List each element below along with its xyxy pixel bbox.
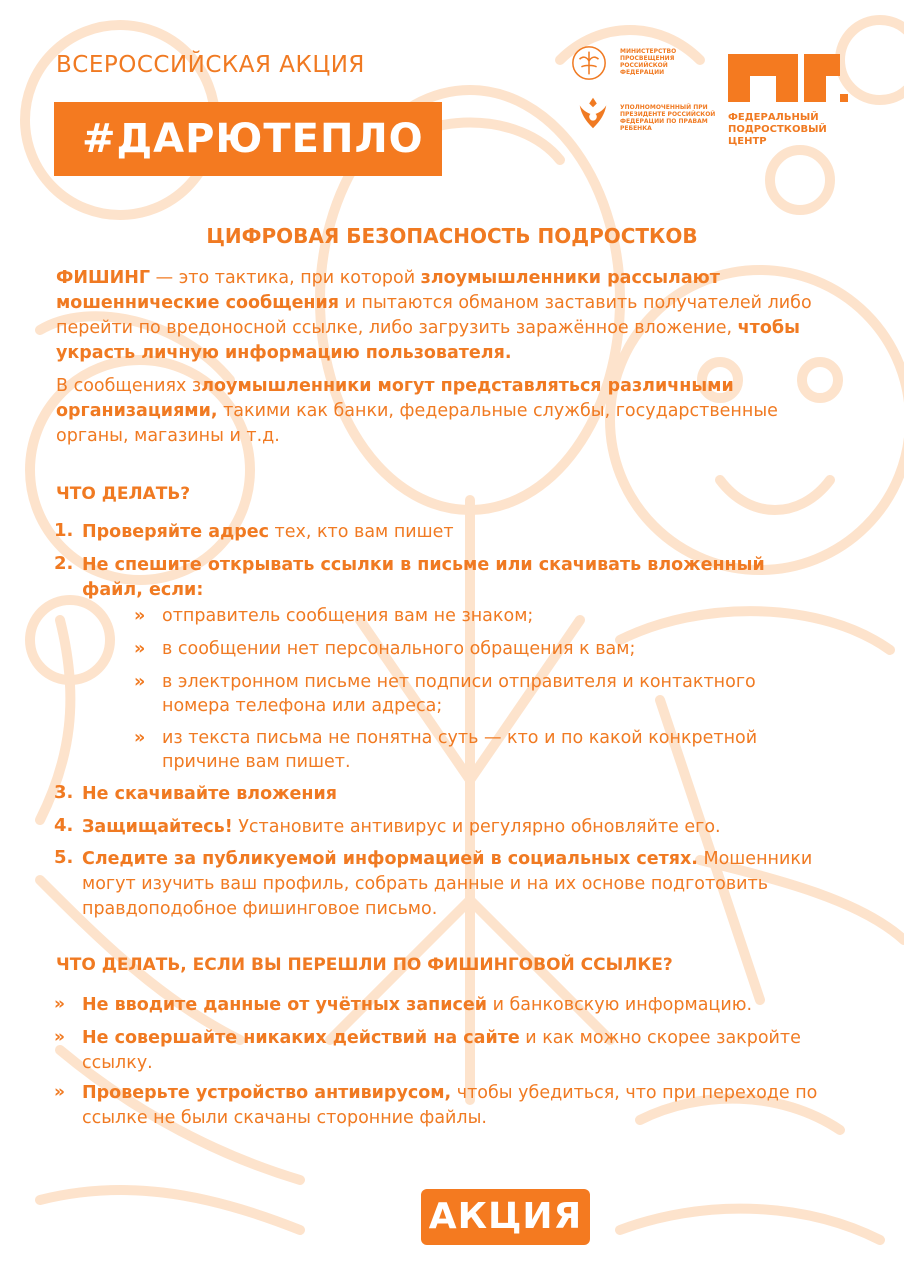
hashtag-banner: #ДАРЮТЕПЛО bbox=[54, 102, 442, 176]
list-item-text: и банковскую информацию. bbox=[487, 995, 753, 1015]
list-item bbox=[82, 782, 852, 807]
list-item-bold: Не совершайте никаких действий на сайте bbox=[82, 1028, 520, 1048]
fpc-line3: ЦЕНТР bbox=[728, 136, 767, 147]
sub-list-text: в электронном письме нет подписи отправителя и контактного номера телефона или адреса; bbox=[162, 672, 756, 716]
campaign-button[interactable]: АКЦИЯ bbox=[421, 1189, 590, 1245]
list-item-bold: Защищайтесь! bbox=[82, 817, 233, 837]
fpc-line1: ФЕДЕРАЛЬНЫЙ bbox=[728, 112, 819, 123]
section-heading-if-clicked: ЧТО ДЕЛАТЬ, ЕСЛИ ВЫ ПЕРЕШЛИ ПО ФИШИНГОВОЙ ССЫЛКЕ? bbox=[56, 955, 673, 975]
list-item bbox=[82, 1081, 822, 1131]
intro-p1-seg: чтобы украсть личную информацию пользователя. bbox=[56, 318, 800, 363]
list-item-bold: Не скачивайте вложения bbox=[82, 784, 337, 804]
page-title: ЦИФРОВАЯ БЕЗОПАСНОСТЬ ПОДРОСТКОВ bbox=[206, 224, 698, 248]
list-number: 3. bbox=[54, 782, 74, 803]
list-item bbox=[82, 553, 822, 603]
double-chevron-icon: » bbox=[134, 672, 146, 692]
list-item-text: тех, кто вам пишет bbox=[268, 522, 454, 542]
list-item-bold: Проверьте устройство антивирусом, bbox=[82, 1083, 452, 1103]
list-item bbox=[82, 815, 852, 840]
double-chevron-icon: » bbox=[54, 1082, 65, 1102]
ombudsman-emblem-icon bbox=[574, 94, 612, 132]
intro-p2-seg: В сообщениях з bbox=[56, 376, 202, 396]
double-chevron-icon: » bbox=[54, 1027, 65, 1047]
intro-p1-seg: злоумышленники рассылают мошеннические сообщения bbox=[56, 268, 720, 313]
list-item-bold: Не вводите данные от учётных записей bbox=[82, 995, 488, 1015]
list-item-bold: Следите за публикуемой информацией в социальных сетях. bbox=[82, 849, 698, 869]
list-item-bold: Проверяйте адрес bbox=[82, 522, 269, 542]
ministry-logo-text: МИНИСТЕРСТВО ПРОСВЕЩЕНИЯ РОССИЙСКОЙ ФЕДЕРАЦИИ bbox=[620, 48, 677, 76]
list-item-text: и как можно скорее закройте ссылку. bbox=[82, 1028, 801, 1073]
list-number: 5. bbox=[54, 847, 74, 868]
list-number: 4. bbox=[54, 815, 74, 836]
ombudsman-logo-text: УПОЛНОМОЧЕННЫЙ ПРИ ПРЕЗИДЕНТЕ РОССИЙСКОЙ ФЕДЕРАЦИИ ПО ПРАВАМ РЕБЕНКА bbox=[620, 104, 716, 132]
list-item-bold: Не спешите открывать ссылки в письме или скачивать вложенный файл, если: bbox=[82, 555, 765, 600]
list-number: 2. bbox=[54, 553, 74, 574]
intro-p2-seg: лоумышленники могут представляться различными организациями, bbox=[56, 376, 734, 421]
list-item bbox=[82, 847, 832, 922]
intro-p1-seg: и пытаются обманом заставить получателей либо перейти по вредоносной ссылке, либо загрузить заражённое вложение, bbox=[56, 293, 812, 338]
list-item bbox=[82, 993, 852, 1018]
list-item bbox=[82, 520, 852, 545]
intro-p1-seg: — это тактика, при которой bbox=[150, 268, 421, 288]
sub-list-text: отправитель сообщения вам не знаком; bbox=[162, 606, 534, 626]
intro-paragraph-1 bbox=[56, 266, 846, 366]
list-item-text: Мошенники могут изучить ваш профиль, собрать данные и на их основе подготовить правдоподобное фишинговое письмо. bbox=[82, 849, 813, 919]
intro-p2-seg: такими как банки, федеральные службы, государственные органы, магазины и т.д. bbox=[56, 401, 778, 446]
partner-logos bbox=[568, 44, 858, 154]
double-chevron-icon: » bbox=[134, 606, 146, 626]
sub-list-text: в сообщении нет персонального обращения к вам; bbox=[162, 639, 636, 659]
double-chevron-icon: » bbox=[134, 728, 146, 748]
intro-paragraph-2 bbox=[56, 374, 846, 449]
list-number: 1. bbox=[54, 520, 74, 541]
fpc-logo-mark bbox=[728, 54, 848, 114]
fpc-logo-text bbox=[728, 112, 827, 148]
ministry-emblem-icon bbox=[570, 44, 608, 82]
campaign-kicker: ВСЕРОССИЙСКАЯ АКЦИЯ bbox=[56, 52, 365, 78]
list-item bbox=[82, 1026, 822, 1076]
sub-list-text: из текста письма не понятна суть — кто и по какой конкретной причине вам пишет. bbox=[162, 728, 758, 772]
fpc-line2: ПОДРОСТКОВЫЙ bbox=[728, 124, 827, 135]
intro-p1-seg: ФИШИНГ bbox=[56, 268, 151, 288]
section-heading-what-to-do: ЧТО ДЕЛАТЬ? bbox=[56, 484, 191, 504]
list-item-text: чтобы убедиться, что при переходе по ссылке не были скачаны сторонние файлы. bbox=[82, 1083, 818, 1128]
double-chevron-icon: » bbox=[134, 639, 146, 659]
list-item-text: Установите антивирус и регулярно обновляйте его. bbox=[232, 817, 721, 837]
double-chevron-icon: » bbox=[54, 994, 65, 1014]
